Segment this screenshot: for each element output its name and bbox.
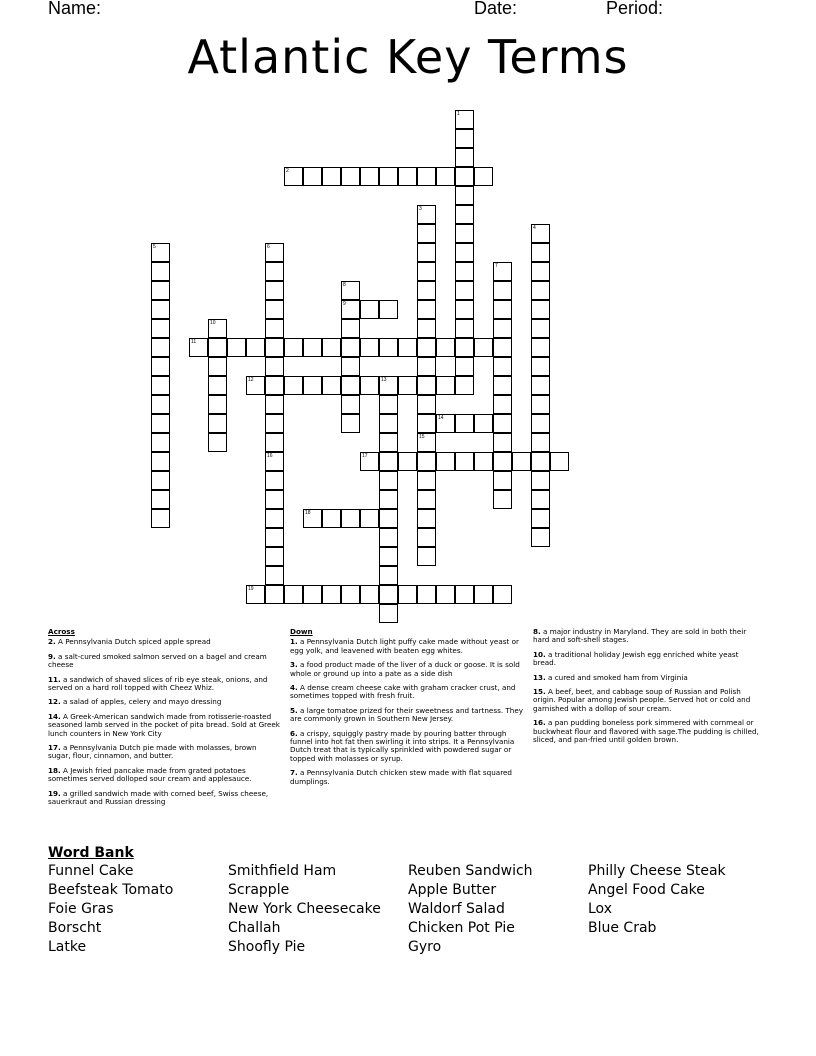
- clue-number-label: 13: [381, 377, 387, 383]
- grid-cell[interactable]: [474, 338, 493, 357]
- clue-down-4: [290, 684, 525, 701]
- grid-cell[interactable]: [493, 281, 512, 300]
- grid-cell[interactable]: [341, 376, 360, 395]
- grid-cell[interactable]: [265, 319, 284, 338]
- grid-cell[interactable]: [265, 376, 284, 395]
- period-label: Period:: [606, 0, 664, 18]
- grid-cell[interactable]: [341, 509, 360, 528]
- grid-cell[interactable]: [341, 357, 360, 376]
- grid-cell[interactable]: [360, 167, 379, 186]
- grid-cell[interactable]: [379, 585, 398, 604]
- clue-number: 7.: [290, 768, 298, 778]
- clue-text: a large tomatoe prized for their sweetness and tartness. They are commonly grown in Southern New Jersey.: [290, 705, 524, 724]
- grid-cell[interactable]: [398, 452, 417, 471]
- grid-cell[interactable]: [303, 338, 322, 357]
- clue-down-10: [533, 651, 763, 668]
- clue-number-label: 1: [457, 111, 460, 117]
- grid-cell[interactable]: [493, 452, 512, 471]
- grid-cell[interactable]: [455, 129, 474, 148]
- grid-cell[interactable]: [455, 186, 474, 205]
- grid-cell[interactable]: [208, 433, 227, 452]
- grid-cell[interactable]: [531, 338, 550, 357]
- grid-cell[interactable]: [455, 338, 474, 357]
- clue-number: 9.: [48, 651, 56, 661]
- grid-cell[interactable]: [493, 357, 512, 376]
- clue-number: 19.: [48, 788, 61, 798]
- grid-cell[interactable]: [417, 224, 436, 243]
- grid-cell[interactable]: [341, 167, 360, 186]
- grid-cell[interactable]: [151, 414, 170, 433]
- grid-cell[interactable]: [265, 395, 284, 414]
- grid-cell[interactable]: [322, 509, 341, 528]
- word-bank-item: Shoofly Pie: [228, 939, 306, 955]
- clue-number-label: 17: [362, 453, 368, 459]
- word-bank-col-4: [588, 862, 726, 938]
- grid-cell[interactable]: [531, 281, 550, 300]
- across-clues: [48, 628, 280, 813]
- clue-down-1: [290, 638, 525, 655]
- grid-cell[interactable]: [151, 490, 170, 509]
- grid-cell[interactable]: [417, 338, 436, 357]
- clue-number-label: 9: [343, 301, 346, 307]
- clue-across-14: [48, 713, 280, 738]
- grid-cell[interactable]: [341, 319, 360, 338]
- grid-cell[interactable]: [436, 376, 455, 395]
- clue-across-2: [48, 638, 280, 646]
- grid-cell[interactable]: [531, 414, 550, 433]
- grid-cell[interactable]: [151, 338, 170, 357]
- word-bank-item: Blue Crab: [588, 920, 657, 936]
- clue-text: A Jewish fried pancake made from grated potatoes sometimes served dolloped sour cream and applesauce.: [48, 765, 252, 784]
- grid-cell[interactable]: [341, 585, 360, 604]
- grid-cell[interactable]: [265, 262, 284, 281]
- clue-down-5: [290, 707, 525, 724]
- grid-cell[interactable]: [398, 338, 417, 357]
- clue-number-label: 10: [210, 320, 216, 326]
- grid-cell[interactable]: [474, 585, 493, 604]
- grid-cell[interactable]: [531, 376, 550, 395]
- clue-text: a traditional holiday Jewish egg enriched white yeast bread.: [533, 649, 739, 668]
- word-bank-col-3: [408, 862, 533, 957]
- grid-cell[interactable]: [531, 243, 550, 262]
- grid-cell[interactable]: [322, 338, 341, 357]
- date-label: Date:: [474, 0, 518, 18]
- grid-cell[interactable]: [493, 471, 512, 490]
- clue-down-15: [533, 688, 763, 713]
- grid-cell[interactable]: [151, 376, 170, 395]
- grid-cell[interactable]: [322, 376, 341, 395]
- clue-number: 18.: [48, 765, 61, 775]
- grid-cell[interactable]: [265, 509, 284, 528]
- grid-cell[interactable]: [455, 319, 474, 338]
- grid-cell[interactable]: [531, 433, 550, 452]
- grid-cell[interactable]: [455, 224, 474, 243]
- word-bank-item: Funnel Cake: [48, 863, 134, 879]
- grid-cell[interactable]: [493, 490, 512, 509]
- grid-cell[interactable]: [341, 395, 360, 414]
- clue-number-label: 19: [248, 586, 254, 592]
- grid-cell[interactable]: [379, 414, 398, 433]
- grid-cell[interactable]: [417, 490, 436, 509]
- grid-cell[interactable]: [455, 148, 474, 167]
- clue-down-6: [290, 730, 525, 764]
- grid-cell[interactable]: [436, 585, 455, 604]
- word-bank-item: Reuben Sandwich: [408, 863, 533, 879]
- grid-cell[interactable]: [531, 357, 550, 376]
- clue-number-label: 8: [343, 282, 346, 288]
- grid-cell[interactable]: [379, 433, 398, 452]
- word-bank-col-1: [48, 862, 173, 957]
- grid-cell[interactable]: [417, 547, 436, 566]
- grid-cell[interactable]: [455, 262, 474, 281]
- clue-text: a salad of apples, celery and mayo dressing: [60, 697, 222, 707]
- clue-across-12: [48, 698, 280, 706]
- grid-cell[interactable]: [531, 452, 550, 471]
- grid-cell[interactable]: [531, 528, 550, 547]
- grid-cell[interactable]: [531, 471, 550, 490]
- word-bank-item: Beefsteak Tomato: [48, 882, 174, 898]
- grid-cell[interactable]: [265, 566, 284, 585]
- grid-cell[interactable]: [208, 395, 227, 414]
- grid-cell[interactable]: [417, 471, 436, 490]
- clue-number-label: 16: [267, 453, 273, 459]
- grid-cell[interactable]: [265, 281, 284, 300]
- clue-down-3: [290, 661, 525, 678]
- word-bank-item: Angel Food Cake: [588, 882, 705, 898]
- across-heading: Across: [48, 627, 75, 636]
- grid-cell[interactable]: [531, 262, 550, 281]
- grid-cell[interactable]: [417, 262, 436, 281]
- clue-across-9: [48, 653, 280, 670]
- grid-cell[interactable]: [455, 167, 474, 186]
- word-bank-item: Scrapple: [228, 882, 290, 898]
- grid-cell[interactable]: [265, 300, 284, 319]
- clue-number-label: 5: [153, 244, 156, 250]
- clue-number: 3.: [290, 660, 298, 670]
- grid-cell[interactable]: [360, 300, 379, 319]
- grid-cell[interactable]: [151, 300, 170, 319]
- clue-number: 16.: [533, 718, 546, 728]
- grid-cell[interactable]: [379, 338, 398, 357]
- word-bank-item: Apple Butter: [408, 882, 497, 898]
- clue-number-label: 15: [419, 434, 425, 440]
- clue-number-label: 2: [286, 168, 289, 174]
- grid-cell[interactable]: [455, 585, 474, 604]
- grid-cell[interactable]: [379, 300, 398, 319]
- grid-cell[interactable]: [265, 414, 284, 433]
- grid-cell[interactable]: [151, 452, 170, 471]
- clue-number-label: 6: [267, 244, 270, 250]
- grid-cell[interactable]: [284, 376, 303, 395]
- clue-number: 4.: [290, 683, 298, 693]
- clue-number-label: 11: [191, 339, 197, 345]
- grid-cell[interactable]: [208, 338, 227, 357]
- grid-cell[interactable]: [417, 414, 436, 433]
- grid-cell[interactable]: [379, 604, 398, 623]
- grid-cell[interactable]: [417, 357, 436, 376]
- grid-cell[interactable]: [151, 319, 170, 338]
- grid-cell[interactable]: [303, 585, 322, 604]
- word-bank-title: Word Bank: [48, 845, 134, 861]
- grid-cell[interactable]: [474, 452, 493, 471]
- grid-cell[interactable]: [303, 376, 322, 395]
- grid-cell[interactable]: [360, 376, 379, 395]
- grid-cell[interactable]: [493, 376, 512, 395]
- grid-cell[interactable]: [151, 433, 170, 452]
- grid-cell[interactable]: [151, 262, 170, 281]
- grid-cell[interactable]: [265, 528, 284, 547]
- grid-cell[interactable]: [379, 452, 398, 471]
- clue-text: a Pennsylvania Dutch light puffy cake made without yeast or egg yolk, and leavened with beaten egg whites.: [290, 637, 519, 655]
- clue-down-16: [533, 719, 763, 744]
- clue-text: A Greek-American sandwich made from rotisserie-roasted seasoned lamb served in the pocket of pita bread. Sold at Greek lunch counters in New York City: [48, 711, 280, 738]
- grid-cell[interactable]: [360, 338, 379, 357]
- name-label: Name:: [48, 0, 102, 18]
- grid-cell[interactable]: [398, 167, 417, 186]
- clue-number: 12.: [48, 697, 61, 707]
- grid-cell[interactable]: [379, 167, 398, 186]
- grid-cell[interactable]: [493, 300, 512, 319]
- grid-cell[interactable]: [493, 414, 512, 433]
- grid-cell[interactable]: [474, 167, 493, 186]
- grid-cell[interactable]: [303, 167, 322, 186]
- clue-number: 17.: [48, 743, 61, 753]
- grid-cell[interactable]: [398, 376, 417, 395]
- grid-cell[interactable]: [455, 357, 474, 376]
- grid-cell[interactable]: [417, 281, 436, 300]
- grid-cell[interactable]: [417, 376, 436, 395]
- clue-number: 15.: [533, 687, 546, 697]
- grid-cell[interactable]: [379, 547, 398, 566]
- clue-text: a food product made of the liver of a duck or goose. It is sold whole or ground up into a pate as a side dish: [290, 660, 520, 678]
- down-clues-2: [533, 628, 763, 750]
- clue-down-8: [533, 628, 763, 645]
- grid-cell[interactable]: [151, 509, 170, 528]
- grid-cell[interactable]: [531, 395, 550, 414]
- grid-cell[interactable]: [436, 167, 455, 186]
- clue-text: a pan pudding boneless pork simmered with cornmeal or buckwheat flour and flavored with sage.The pudding is chilled, sliced, and pan-fried until golden brown.: [533, 718, 759, 745]
- grid-cell[interactable]: [227, 338, 246, 357]
- clue-number-label: 14: [438, 415, 444, 421]
- clue-text: a Pennsylvania Dutch chicken stew made with flat squared dumplings.: [290, 768, 512, 786]
- grid-cell[interactable]: [436, 338, 455, 357]
- grid-cell[interactable]: [284, 338, 303, 357]
- grid-cell[interactable]: [151, 281, 170, 300]
- grid-cell[interactable]: [151, 357, 170, 376]
- grid-cell[interactable]: [417, 300, 436, 319]
- clue-down-13: [533, 674, 763, 682]
- grid-cell[interactable]: [436, 452, 455, 471]
- grid-cell[interactable]: [379, 471, 398, 490]
- grid-cell[interactable]: [417, 509, 436, 528]
- clue-number: 6.: [290, 728, 298, 738]
- clue-number: 11.: [48, 674, 61, 684]
- grid-cell[interactable]: [455, 376, 474, 395]
- clue-number: 13.: [533, 672, 546, 682]
- clue-text: a Pennsylvania Dutch pie made with molasses, brown sugar, flour, cinnamon, and butter.: [48, 743, 257, 761]
- clue-number-label: 18: [305, 510, 311, 516]
- grid-cell[interactable]: [265, 585, 284, 604]
- clue-text: A Pennsylvania Dutch spiced apple spread: [55, 637, 211, 647]
- clue-number: 2.: [48, 637, 56, 647]
- grid-cell[interactable]: [379, 528, 398, 547]
- grid-cell[interactable]: [455, 281, 474, 300]
- clue-number: 5.: [290, 705, 298, 715]
- word-bank-item: Foie Gras: [48, 901, 114, 917]
- word-bank-item: Gyro: [408, 939, 442, 955]
- grid-cell[interactable]: [493, 338, 512, 357]
- clue-number-label: 7: [495, 263, 498, 269]
- grid-cell[interactable]: [493, 395, 512, 414]
- clue-number-label: 3: [419, 206, 422, 212]
- down-clues-1: [290, 628, 525, 792]
- word-bank-item: Borscht: [48, 920, 102, 936]
- down-heading: Down: [290, 627, 313, 636]
- grid-cell[interactable]: [379, 566, 398, 585]
- grid-cell[interactable]: [417, 167, 436, 186]
- grid-cell[interactable]: [455, 414, 474, 433]
- grid-cell[interactable]: [455, 452, 474, 471]
- grid-cell[interactable]: [265, 338, 284, 357]
- clue-number: 14.: [48, 711, 61, 721]
- clue-text: a major industry in Maryland. They are sold in both their hard and soft-shell stages.: [533, 627, 747, 645]
- grid-cell[interactable]: [455, 243, 474, 262]
- word-bank-item: Lox: [588, 901, 612, 917]
- grid-cell[interactable]: [360, 509, 379, 528]
- clue-text: a salt-cured smoked salmon served on a bagel and cream cheese: [48, 651, 267, 670]
- grid-cell[interactable]: [341, 414, 360, 433]
- grid-cell[interactable]: [493, 319, 512, 338]
- grid-cell[interactable]: [322, 167, 341, 186]
- clue-text: a crispy, squiggly pastry made by pouring batter through funnel into hot fat then swirling it into strips. It a Pennsylvania Dutch treat that is typically sprinkled with powdered sugar or topped with molasses or syrup.: [290, 728, 515, 763]
- word-bank-item: Challah: [228, 920, 281, 936]
- clue-number-label: 12: [248, 377, 254, 383]
- grid-cell[interactable]: [398, 585, 417, 604]
- grid-cell[interactable]: [417, 395, 436, 414]
- grid-cell[interactable]: [151, 395, 170, 414]
- grid-cell[interactable]: [417, 528, 436, 547]
- grid-cell[interactable]: [360, 585, 379, 604]
- grid-cell[interactable]: [341, 338, 360, 357]
- grid-cell[interactable]: [417, 319, 436, 338]
- grid-cell[interactable]: [265, 471, 284, 490]
- grid-cell[interactable]: [417, 243, 436, 262]
- clue-across-11: [48, 676, 280, 693]
- clue-across-17: [48, 744, 280, 761]
- clue-number: 1.: [290, 637, 298, 647]
- grid-cell[interactable]: [417, 452, 436, 471]
- word-bank-col-2: [228, 862, 381, 957]
- page-title: Atlantic Key Terms: [187, 30, 629, 84]
- grid-cell[interactable]: [246, 338, 265, 357]
- grid-cell[interactable]: [493, 433, 512, 452]
- grid-cell[interactable]: [265, 357, 284, 376]
- grid-cell[interactable]: [284, 585, 303, 604]
- clue-down-7: [290, 769, 525, 786]
- clue-text: a cured and smoked ham from Virginia: [545, 672, 688, 682]
- grid-cell[interactable]: [531, 490, 550, 509]
- word-bank-item: New York Cheesecake: [228, 901, 381, 917]
- grid-cell[interactable]: [531, 300, 550, 319]
- word-bank-item: Philly Cheese Steak: [588, 863, 726, 879]
- clue-text: a grilled sandwich made with corned beef, Swiss cheese, sauerkraut and Russian dressing: [48, 788, 269, 807]
- grid-cell[interactable]: [455, 205, 474, 224]
- grid-cell[interactable]: [151, 471, 170, 490]
- clue-number: 8.: [533, 627, 541, 636]
- word-bank-item: Smithfield Ham: [228, 863, 337, 879]
- grid-cell[interactable]: [265, 433, 284, 452]
- grid-cell[interactable]: [455, 300, 474, 319]
- grid-cell[interactable]: [474, 414, 493, 433]
- clue-number: 10.: [533, 649, 546, 659]
- word-bank-item: Latke: [48, 939, 87, 955]
- grid-cell[interactable]: [379, 490, 398, 509]
- clue-number-label: 4: [533, 225, 536, 231]
- clue-across-19: [48, 790, 280, 807]
- word-bank-item: Chicken Pot Pie: [408, 920, 515, 936]
- grid-cell[interactable]: [208, 357, 227, 376]
- clue-across-18: [48, 767, 280, 784]
- grid-cell[interactable]: [208, 376, 227, 395]
- grid-cell[interactable]: [417, 585, 436, 604]
- grid-cell[interactable]: [322, 585, 341, 604]
- grid-cell[interactable]: [265, 490, 284, 509]
- word-bank-item: Waldorf Salad: [408, 901, 505, 917]
- grid-cell[interactable]: [208, 414, 227, 433]
- grid-cell[interactable]: [531, 509, 550, 528]
- grid-cell[interactable]: [265, 547, 284, 566]
- grid-cell[interactable]: [550, 452, 569, 471]
- grid-cell[interactable]: [493, 585, 512, 604]
- clue-text: A dense cream cheese cake with graham cracker crust, and sometimes topped with fresh fruit.: [290, 683, 516, 701]
- grid-cell[interactable]: [379, 509, 398, 528]
- grid-cell[interactable]: [512, 452, 531, 471]
- grid-cell[interactable]: [379, 395, 398, 414]
- clue-text: A beef, beet, and cabbage soup of Russian and Polish origin. Popular among Jewish people. Served hot or cold and garnished with a dollop of sour cream.: [533, 687, 751, 713]
- clue-text: a sandwich of shaved slices of rib eye steak, onions, and served on a hard roll topped with Cheez Whiz.: [48, 674, 268, 693]
- grid-cell[interactable]: [531, 319, 550, 338]
